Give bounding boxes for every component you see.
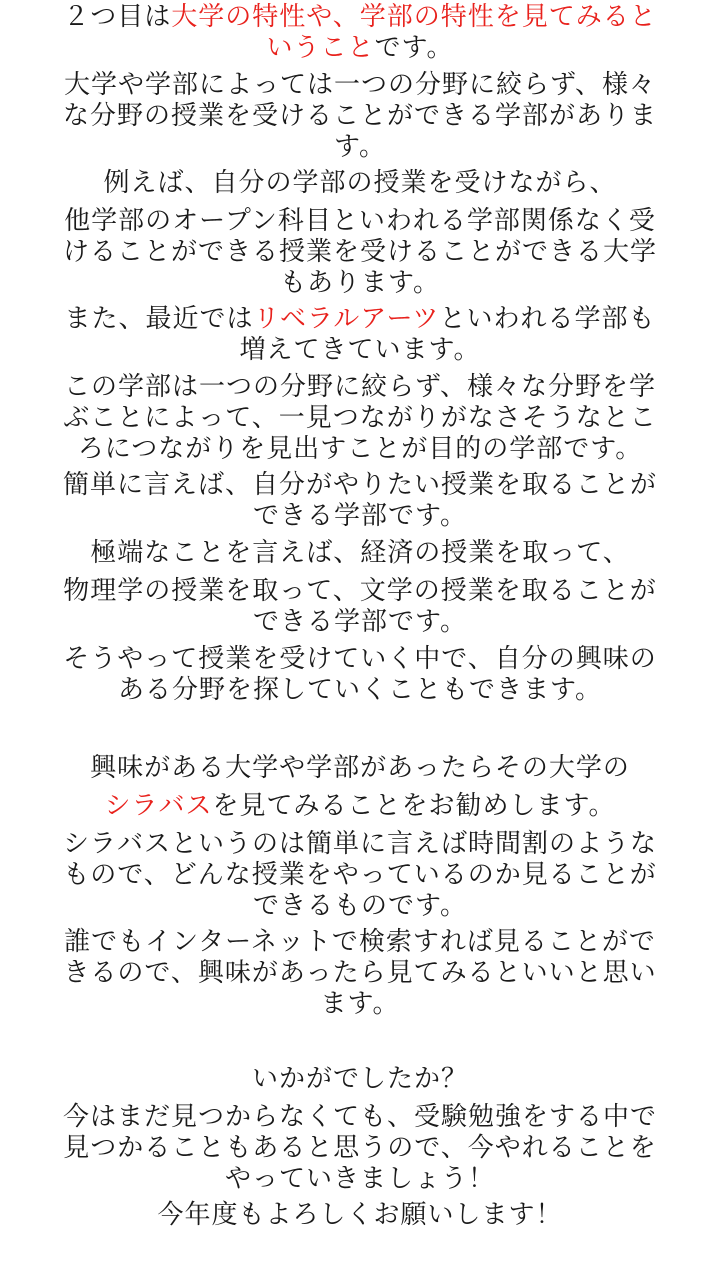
body-text: きるので、興味があったら見てみるといいと思い	[63, 958, 657, 988]
text-line	[60, 1102, 660, 1133]
text-line	[60, 101, 660, 132]
text-line	[60, 860, 660, 891]
text-line	[60, 304, 660, 335]
paragraph-internet-search	[60, 927, 660, 1020]
body-text: やっていきましょう！	[224, 1164, 495, 1194]
body-text: 例えば、自分の学部の授業を受けながら、	[103, 168, 617, 198]
body-text: 大学や学部によっては一つの分野に絞らず、様々	[64, 70, 656, 100]
body-text: この学部は一つの分野に絞らず、様々な分野を学	[64, 372, 656, 402]
text-line	[60, 958, 660, 989]
body-text: 今はまだ見つからなくても、受験勉強をする中で	[62, 1102, 657, 1132]
paragraph-open-courses	[60, 206, 660, 299]
text-line	[60, 891, 660, 922]
text-line	[60, 829, 660, 860]
text-line	[60, 989, 660, 1020]
body-text: できる学部です。	[253, 501, 467, 531]
text-line	[60, 675, 660, 706]
text-line	[60, 268, 660, 299]
body-text: けることができる授業を受けることができる大学	[62, 237, 657, 267]
text-line	[60, 70, 660, 101]
paragraph-physics-literature	[60, 576, 660, 638]
body-text: 極端なことを言えば、経済の授業を取って、	[90, 538, 630, 568]
body-text: 興味がある大学や学部があったらその大学の	[90, 753, 630, 783]
body-text: そうやって授業を受けていく中で、自分の興味の	[63, 644, 657, 674]
text-line	[60, 753, 660, 784]
body-text: 誰でもインターネットで検索すれば見ることがで	[64, 927, 656, 957]
body-text: いかがでしたか？	[251, 1064, 468, 1094]
paragraph-example	[60, 168, 660, 199]
highlight-text: リベラルアーツ	[253, 304, 440, 334]
text-line	[60, 607, 660, 638]
body-text: もので、どんな授業をやっているのか見ることが	[63, 860, 657, 890]
body-text: 今年度もよろしくお願いします！	[157, 1200, 563, 1230]
text-line	[60, 372, 660, 403]
text-line	[60, 470, 660, 501]
paragraph-second-point	[60, 2, 660, 64]
paragraph-greeting	[60, 1200, 660, 1231]
paragraph-simply-put	[60, 470, 660, 532]
text-line	[60, 206, 660, 237]
text-line	[60, 434, 660, 465]
text-line	[60, 1200, 660, 1231]
text-line	[60, 132, 660, 163]
body-text: な分野の授業を受けることができる学部がありま	[62, 101, 657, 131]
body-text: ます。	[320, 989, 400, 1019]
text-line	[60, 644, 660, 675]
body-text: 簡単に言えば、自分がやりたい授業を取ることが	[62, 470, 657, 500]
body-text: ろにつながりを見出すことが目的の学部です。	[77, 434, 643, 464]
text-line	[60, 168, 660, 199]
body-text: ２つ目は	[63, 2, 172, 32]
body-text: できる学部です。	[253, 607, 467, 637]
body-text: できるものです。	[253, 891, 467, 921]
body-text: 物理学の授業を取って、文学の授業を取ることが	[63, 576, 657, 606]
body-text: 見つかることもあると思うので、今やれることを	[63, 1133, 657, 1163]
body-text: ぶことによって、一見つながりがなさそうなとこ	[63, 403, 657, 433]
paragraph-syllabus-recommend	[60, 791, 660, 822]
paragraph-interested-university	[60, 753, 660, 784]
body-text: す。	[334, 132, 386, 162]
paragraph-liberal-arts	[60, 304, 660, 366]
body-text: です。	[374, 33, 454, 63]
text-line	[60, 1133, 660, 1164]
body-text: 他学部のオープン科目といわれる学部関係なく受	[64, 206, 656, 236]
paragraph-find-interest	[60, 644, 660, 706]
text-line	[60, 538, 660, 569]
body-text: を見てみることをお勧めします。	[212, 791, 616, 821]
highlight-text: いうこと	[266, 33, 375, 63]
paragraph-wide-fields	[60, 70, 660, 163]
body-text: また、最近では	[64, 304, 254, 334]
text-line	[60, 1164, 660, 1195]
text-line	[60, 1064, 660, 1095]
paragraph-extreme-example	[60, 538, 660, 569]
text-line	[60, 403, 660, 434]
paragraph-syllabus-definition	[60, 829, 660, 922]
body-text: 増えてきています。	[239, 335, 481, 365]
text-line	[60, 501, 660, 532]
text-line	[60, 2, 660, 33]
paragraph-faculty-purpose	[60, 372, 660, 465]
body-text: シラバスというのは簡単に言えば時間割のような	[62, 829, 657, 859]
paragraph-closing	[60, 1102, 660, 1195]
text-line	[60, 927, 660, 958]
paragraph-question	[60, 1064, 660, 1095]
text-line	[60, 335, 660, 366]
text-line	[60, 576, 660, 607]
body-text: もあります。	[280, 268, 440, 298]
body-text: ある分野を探していくこともできます。	[118, 675, 602, 705]
body-text: といわれる学部も	[439, 304, 656, 334]
highlight-text: シラバス	[104, 791, 213, 821]
highlight-text: 大学の特性や、学部の特性を見てみると	[171, 2, 657, 32]
text-line	[60, 791, 660, 822]
text-line	[60, 237, 660, 268]
text-line	[60, 33, 660, 64]
